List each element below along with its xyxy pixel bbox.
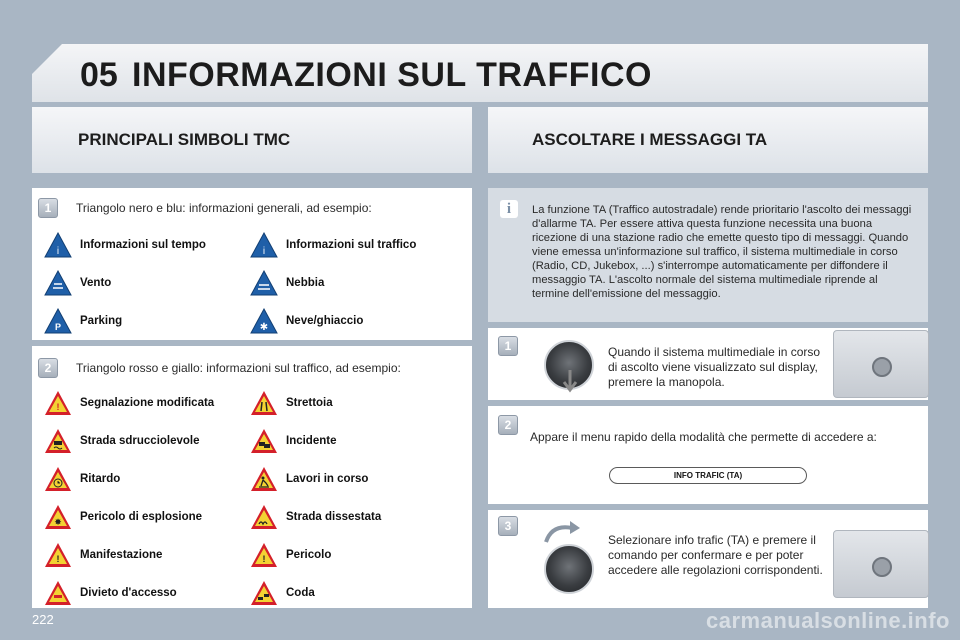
group1-intro: Triangolo nero e blu: informazioni generali, ad esempio: — [76, 201, 372, 215]
info-text: La funzione TA (Traffico autostradale) rende prioritario l'ascolto dei messaggi d'allarme TA. Per essere attiva questa funzione necessita una buona ricezione di una stazione radio che emette questo tipo di messaggi. Quando viene emessa un'informazione sul traffico, il sistema multimediale in corso (Radio, CD, Jukebox, ...) s'interrompe automaticamente per diffondere il messaggio TA. L'ascolto normale del sistema multimediale riprende al termine dell'emissione del messaggio. — [532, 204, 912, 300]
symbol-weather — [44, 232, 206, 258]
blue-triangle-icon — [250, 232, 278, 258]
chapter-title: INFORMAZIONI SUL TRAFFICO — [132, 56, 652, 94]
fog-triangle-icon — [250, 270, 278, 296]
symbol-label: Informazioni sul tempo — [80, 239, 206, 251]
symbol-event — [44, 542, 162, 568]
symbol-label: Strada dissestata — [286, 511, 382, 523]
svg-text:P: P — [54, 322, 62, 332]
symbol-label: Incidente — [286, 435, 337, 447]
svg-text:i: i — [56, 246, 60, 257]
radio-knob-icon — [872, 557, 892, 577]
step2-panel — [488, 406, 928, 504]
radio-unit-image — [833, 530, 929, 598]
symbol-delay — [44, 466, 120, 492]
symbol-traffic-info — [250, 232, 416, 258]
press-arrow-icon — [560, 370, 580, 396]
event-icon — [44, 542, 72, 568]
step1-text: Quando il sistema multimediale in corso di ascolto viene visualizzato sul display, premere la manopola. — [608, 345, 821, 389]
symbol-modified-report — [44, 390, 214, 416]
symbol-snow-ice — [250, 308, 363, 334]
chapter-number: 05 — [80, 56, 118, 94]
symbol-parking — [44, 308, 122, 334]
symbol-roadworks — [250, 466, 368, 492]
symbol-narrowing — [250, 390, 333, 416]
symbol-label: Lavori in corso — [286, 473, 369, 485]
symbol-fog — [250, 270, 324, 296]
slippery-road-icon — [44, 428, 72, 454]
svg-text:✸: ✸ — [54, 518, 62, 528]
symbol-danger — [250, 542, 331, 568]
watermark: carmanualsonline.info — [706, 608, 950, 633]
queue-icon — [250, 580, 278, 606]
rotate-arrow-icon — [542, 518, 582, 544]
info-icon: i — [500, 200, 518, 218]
step3-badge: 3 — [498, 516, 518, 536]
wind-triangle-icon — [44, 270, 72, 296]
symbol-label: Parking — [80, 315, 123, 327]
svg-text:i: i — [262, 246, 266, 257]
group1-badge: 1 — [38, 198, 58, 218]
symbol-label: Nebbia — [286, 277, 325, 289]
symbol-label: Vento — [80, 277, 112, 289]
info-trafic-menu-button[interactable]: INFO TRAFIC (TA) — [609, 467, 807, 484]
symbol-slippery-road — [44, 428, 200, 454]
symbol-accident — [250, 428, 336, 454]
road-narrows-icon — [250, 390, 278, 416]
svg-text:!: ! — [56, 554, 60, 564]
warning-triangle-icon — [44, 390, 72, 416]
symbol-uneven-road — [250, 504, 381, 530]
group2-badge: 2 — [38, 358, 58, 378]
symbol-label: Divieto d'accesso — [80, 587, 177, 599]
danger-icon — [250, 542, 278, 568]
step1-badge: 1 — [498, 336, 518, 356]
blue-triangle-icon — [44, 232, 72, 258]
radio-unit-image — [833, 330, 929, 398]
symbol-label: Manifestazione — [80, 549, 163, 561]
symbol-label: Informazioni sul traffico — [286, 239, 417, 251]
roadworks-icon — [250, 466, 278, 492]
radio-knob-icon — [872, 357, 892, 377]
svg-text:!: ! — [56, 402, 60, 412]
left-section-title: PRINCIPALI SIMBOLI TMC — [78, 130, 291, 149]
explosion-icon — [44, 504, 72, 530]
symbol-wind — [44, 270, 111, 296]
svg-text:✱: ✱ — [259, 322, 269, 333]
symbol-label: Pericolo di esplosione — [80, 511, 203, 523]
step2-text: Appare il menu rapido della modalità che permette di accedere a: — [530, 430, 877, 444]
symbol-queue — [250, 580, 315, 606]
symbol-label: Strettoia — [286, 397, 333, 409]
snowflake-triangle-icon — [250, 308, 278, 334]
symbol-label: Strada sdrucciolevole — [80, 435, 200, 447]
symbol-explosion-danger — [44, 504, 202, 530]
right-section-title: ASCOLTARE I MESSAGGI TA — [532, 130, 768, 149]
symbol-label: Ritardo — [80, 473, 121, 485]
symbol-label: Pericolo — [286, 549, 332, 561]
uneven-road-icon — [250, 504, 278, 530]
knob-rotate-icon — [544, 544, 594, 594]
page-number: 222 — [32, 612, 54, 627]
group2-intro: Triangolo rosso e giallo: informazioni sul traffico, ad esempio: — [76, 361, 401, 375]
svg-text:!: ! — [262, 554, 266, 564]
symbol-label: Coda — [286, 587, 315, 599]
step3-text: Selezionare info trafic (TA) e premere il comando per confermare e per poter accedere alle regolazioni corrispondenti. — [608, 533, 823, 577]
step2-badge: 2 — [498, 415, 518, 435]
symbol-label: Segnalazione modificata — [80, 397, 215, 409]
symbol-label: Neve/ghiaccio — [286, 315, 364, 327]
accident-icon — [250, 428, 278, 454]
parking-triangle-icon — [44, 308, 72, 334]
symbol-no-entry — [44, 580, 177, 606]
delay-clock-icon — [44, 466, 72, 492]
no-entry-icon — [44, 580, 72, 606]
